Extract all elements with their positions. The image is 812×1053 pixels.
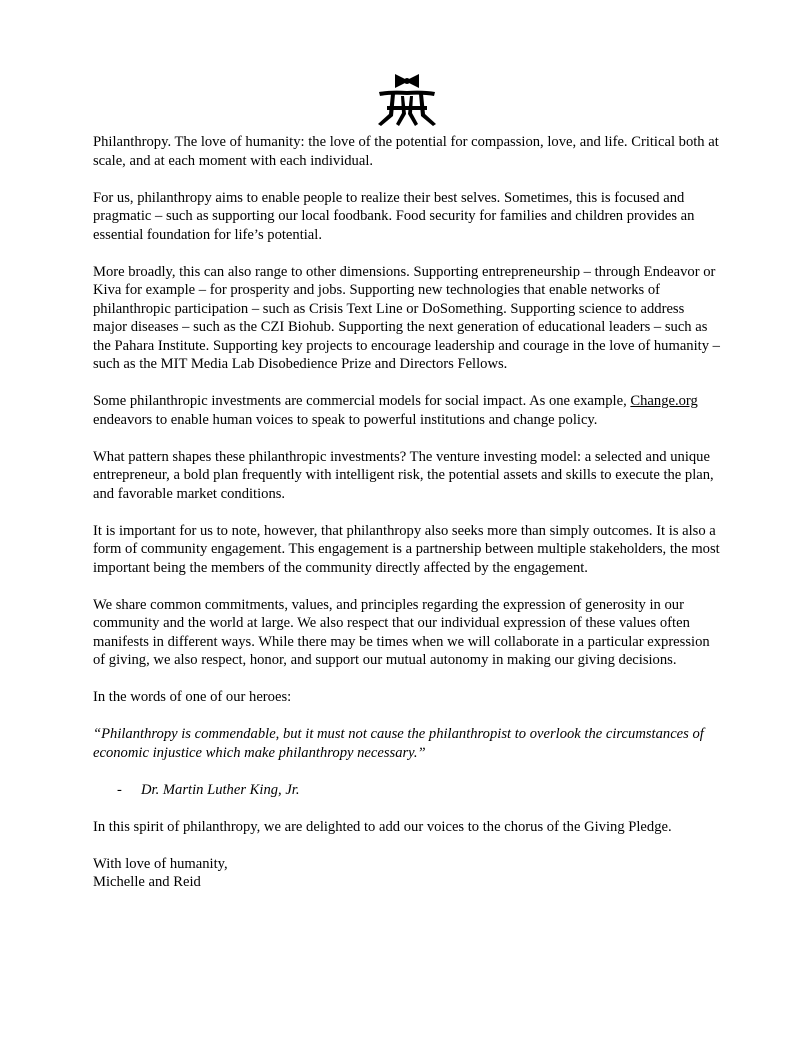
attribution-name: Dr. Martin Luther King, Jr. (141, 781, 300, 798)
paragraph-5: What pattern shapes these philanthropic investments? The venture investing model: a selected and unique entrepreneur, a bold plan frequently with intelligent risk, the potential assets and skills to execute the plan, and favorable market conditions. (93, 448, 714, 502)
family-emblem-logo (377, 72, 437, 128)
paragraph-4 (93, 392, 721, 429)
paragraph-4-text-end: endeavors to enable human voices to speak to powerful institutions and change policy. (93, 411, 598, 428)
paragraph-3: More broadly, this can also range to other dimensions. Supporting entrepreneurship – through Endeavor or Kiva for example – for prosperity and jobs. Supporting new technologies that enable networks of philanthropic participation – such as Crisis Text Line or DoSomething. Supporting science to address major diseases – such as the CZI Biohub. Supporting the next generation of educational leaders – such as the Pahara Institute. Supporting key projects to encourage leadership and courage in the love of humanity – such as the MIT Media Lab Disobedience Prize and Directors Fellows. (93, 263, 720, 372)
paragraph-8: In the words of one of our heroes: (93, 689, 292, 705)
change-org-link[interactable]: Change.org (630, 393, 698, 409)
attribution-dash: - (117, 781, 122, 798)
quote-attribution (93, 781, 721, 800)
letter-body (93, 133, 721, 892)
signature: Michelle and Reid (93, 874, 201, 890)
paragraph-7: We share common commitments, values, and principles regarding the expression of generosity in our community and the world at large. We also respect that our individual expression of these values often manifests in different ways. While there may be times when we will collaborate in a particular expression of giving, we also respect, honor, and support our mutual autonomy in making our giving decisions. (93, 596, 710, 668)
paragraph-4-text-start: Some philanthropic investments are commercial models for social impact. As one example, (93, 393, 631, 409)
paragraph-2: For us, philanthropy aims to enable people to realize their best selves. Sometimes, this is focused and pragmatic – such as supporting our local foodbank. Food security for families and children provides an essential foundation for life’s potential. (93, 189, 695, 243)
paragraph-9: In this spirit of philanthropy, we are delighted to add our voices to the chorus of the Giving Pledge. (93, 818, 672, 835)
closing-line: With love of humanity, (93, 855, 228, 872)
mlk-quote: “Philanthropy is commendable, but it must not cause the philanthropist to overlook the circumstances of economic injustice which make philanthropy necessary.” (93, 726, 704, 761)
paragraph-1: Philanthropy. The love of humanity: the love of the potential for compassion, love, and life. Critical both at scale, and at each moment with each individual. (93, 134, 719, 169)
paragraph-6: It is important for us to note, however, that philanthropy also seeks more than simply outcomes. It is also a form of community engagement. This engagement is a partnership between multiple stakeholders, the most important being the members of the community directly affected by the engagement. (93, 522, 720, 576)
